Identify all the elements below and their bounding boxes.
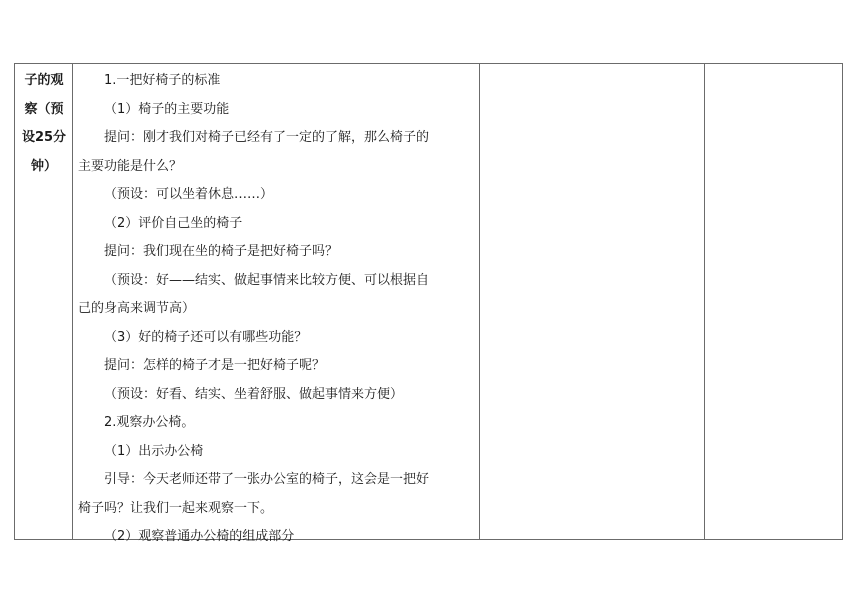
teaching-process-cell: [78, 68, 478, 553]
text-line: 己的身高来调节高）: [78, 301, 196, 316]
text-line: 椅子吗？让我们一起来观察一下。: [78, 500, 274, 516]
section-label-line: 钟）: [30, 158, 57, 174]
text-line: （预设：好——结实、做起事情来比较方便、可以根据自: [104, 272, 430, 288]
text-line: 引导：今天老师还带了一张办公室的椅子，这会是一把好: [104, 472, 430, 487]
text-line: （预设：好看、结实、坐着舒服、做起事情来方便）: [104, 386, 404, 402]
section-label-line: 子的观: [24, 73, 64, 88]
text-line: 1.一把好椅子的标准: [104, 73, 221, 88]
text-line: 提问：刚才我们对椅子已经有了一定的了解，那么椅子的: [104, 130, 430, 145]
text-line: （预设：可以坐着休息……）: [104, 187, 274, 202]
text-line: 主要功能是什么？: [78, 158, 183, 174]
section-label-line: 设25分: [21, 130, 67, 145]
section-label-cell: [15, 68, 73, 182]
lesson-plan-table: [14, 63, 843, 544]
text-line: （2）观察普通办公椅的组成部分: [104, 529, 295, 544]
text-line: （1）出示办公椅: [104, 443, 204, 459]
empty-cell: [480, 64, 704, 539]
text-line: 提问：怎样的椅子才是一把好椅子呢？: [104, 358, 326, 373]
text-line: （2）评价自己坐的椅子: [104, 215, 243, 231]
text-line: （3）好的椅子还可以有哪些功能？: [104, 329, 308, 345]
text-line: 2.观察办公椅。: [104, 415, 195, 430]
empty-cell: [705, 64, 842, 539]
text-line: 提问：我们现在坐的椅子是把好椅子吗？: [104, 244, 339, 259]
text-line: （1）椅子的主要功能: [104, 101, 230, 117]
section-label-line: 察（预: [24, 101, 64, 117]
